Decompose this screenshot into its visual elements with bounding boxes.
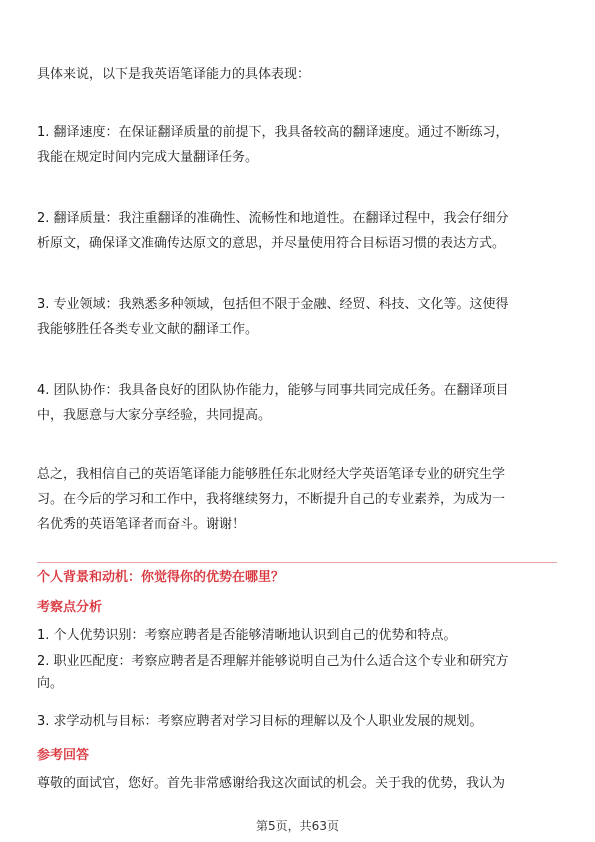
text-line: 中，我愿意与大家分享经验，共同提高。 — [37, 408, 272, 423]
text-line: 2. 翻译质量：我注重翻译的准确性、流畅性和地道性。在翻译过程中，我会仔细分 — [37, 211, 509, 226]
point-quality — [37, 206, 557, 256]
section-divider — [37, 562, 557, 563]
text-line: 我能够胜任各类专业文献的翻译工作。 — [37, 322, 259, 337]
text-line: 总之，我相信自己的英语笔译能力能够胜任东北财经大学英语笔译专业的研究生学 — [37, 467, 506, 482]
text-line: 3. 专业领域：我熟悉多种领域，包括但不限于金融、经贸、科技、文化等。这使得 — [37, 297, 509, 312]
answer-heading: 参考回答 — [37, 748, 90, 763]
text-line: 习。在今后的学习和工作中，我将继续努力，不断提升自己的专业素养，为成为一 — [37, 492, 506, 507]
question-title: 个人背景和动机：你觉得你的优势在哪里？ — [37, 570, 285, 585]
text-line: 1. 翻译速度：在保证翻译质量的前提下，我具备较高的翻译速度。通过不断练习， — [37, 125, 509, 140]
analysis-item — [37, 711, 562, 733]
analysis-heading: 考察点分析 — [37, 600, 103, 615]
text-line: 析原文，确保译文准确传达原文的意思，并尽量使用符合目标语习惯的表达方式。 — [37, 236, 506, 251]
analysis-item — [37, 625, 562, 647]
page-number-footer: 第5页，共63页 — [256, 819, 339, 833]
text-line: 名优秀的英语笔译者而奋斗。谢谢！ — [37, 517, 246, 532]
point-speed — [37, 120, 557, 170]
conclusion-paragraph — [37, 462, 557, 537]
text-line: 1. 个人优势识别：考察应聘者是否能够清晰地认识到自己的优势和特点。 — [37, 628, 457, 643]
text-line: 3. 求学动机与目标：考察应聘者对学习目标的理解以及个人职业发展的规划。 — [37, 714, 483, 729]
text-line: 4. 团队协作：我具备良好的团队协作能力，能够与同事共同完成任务。在翻译项目 — [37, 383, 509, 398]
answer-paragraph: 尊敬的面试官，您好。首先非常感谢给我这次面试的机会。关于我的优势，我认为 — [37, 776, 506, 791]
text-line: 向。 — [37, 676, 64, 691]
point-domain — [37, 292, 557, 342]
intro-paragraph: 具体来说，以下是我英语笔译能力的具体表现： — [37, 67, 311, 82]
text-line: 2. 职业匹配度：考察应聘者是否理解并能够说明自己为什么适合这个专业和研究方 — [37, 654, 509, 669]
analysis-item — [37, 651, 562, 695]
point-teamwork — [37, 378, 557, 428]
text-line: 我能在规定时间内完成大量翻译任务。 — [37, 150, 259, 165]
